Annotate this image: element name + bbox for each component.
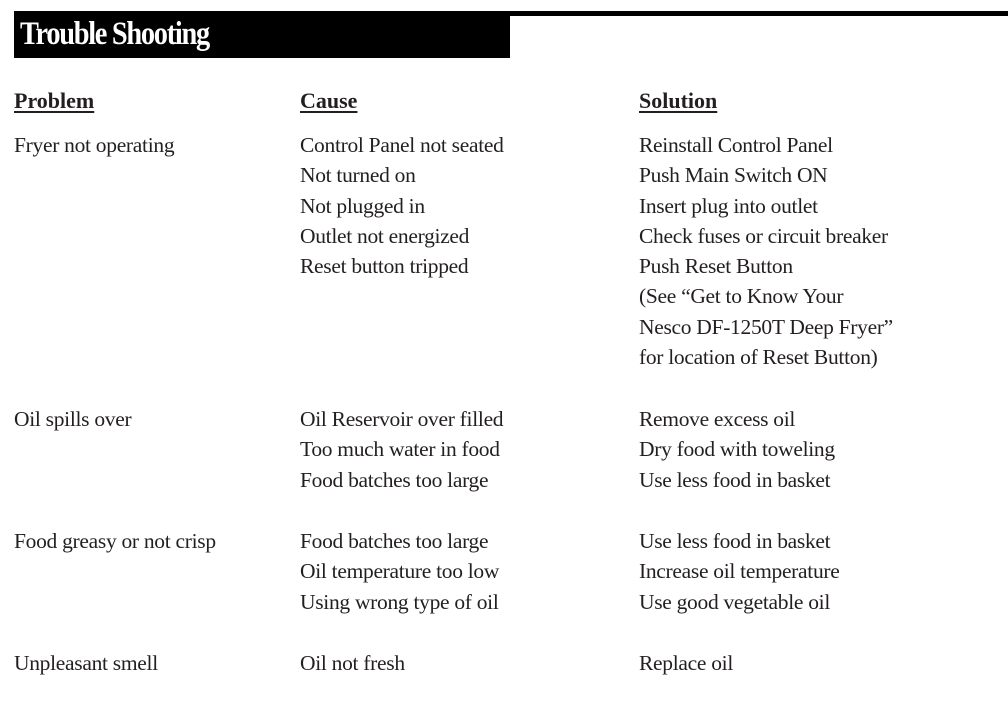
cause-text: Not turned on [300, 163, 416, 188]
problem-cell [14, 526, 216, 556]
solution-cell [639, 526, 840, 617]
cause-cell [300, 404, 503, 495]
cause-text: Not plugged in [300, 193, 425, 218]
problem-text: Oil spills over [14, 407, 132, 431]
cause-text: Reset button tripped [300, 254, 469, 279]
problem-text: Unpleasant smell [14, 651, 158, 675]
cause-text: Control Panel not seated [300, 133, 504, 157]
cause-text: Food batches too large [300, 467, 489, 492]
solution-text: Nesco DF-1250T Deep Fryer” [639, 314, 893, 339]
cause-text: Oil temperature too low [300, 559, 500, 584]
page-title: Trouble Shooting [20, 16, 209, 52]
solution-cell [639, 648, 733, 678]
problem-text: Fryer not operating [14, 133, 175, 157]
solution-text: Use less food in basket [639, 467, 831, 492]
column-header-cause: Cause [300, 88, 358, 113]
cause-text: Food batches too large [300, 529, 489, 553]
cause-cell [300, 648, 405, 678]
problem-cell [14, 130, 174, 160]
solution-text: Check fuses or circuit breaker [639, 223, 888, 248]
solution-text: Push Reset Button [639, 254, 793, 279]
cause-text: Too much water in food [300, 437, 500, 462]
solution-cell [639, 130, 893, 372]
solution-text: (See “Get to Know Your [639, 284, 844, 309]
solution-cell [639, 404, 835, 495]
cause-text: Outlet not energized [300, 223, 470, 248]
cause-cell [300, 130, 504, 281]
problem-cell [14, 404, 131, 434]
solution-text: Increase oil temperature [639, 559, 840, 584]
solution-text: Use less food in basket [639, 529, 831, 553]
solution-text: Use good vegetable oil [639, 589, 831, 614]
solution-text: Replace oil [639, 651, 734, 675]
cause-cell [300, 526, 499, 617]
column-header-problem: Problem [14, 88, 95, 113]
cause-text: Using wrong type of oil [300, 589, 499, 614]
cause-text: Oil Reservoir over filled [300, 407, 504, 431]
column-header-solution: Solution [639, 88, 718, 113]
solution-text: Reinstall Control Panel [639, 133, 833, 157]
solution-text: for location of Reset Button) [639, 345, 878, 370]
solution-text: Dry food with toweling [639, 437, 835, 462]
solution-text: Insert plug into outlet [639, 193, 818, 218]
problem-text: Food greasy or not crisp [14, 529, 216, 553]
problem-cell [14, 648, 158, 678]
cause-text: Oil not fresh [300, 651, 405, 675]
solution-text: Push Main Switch ON [639, 163, 828, 188]
solution-text: Remove excess oil [639, 407, 796, 431]
